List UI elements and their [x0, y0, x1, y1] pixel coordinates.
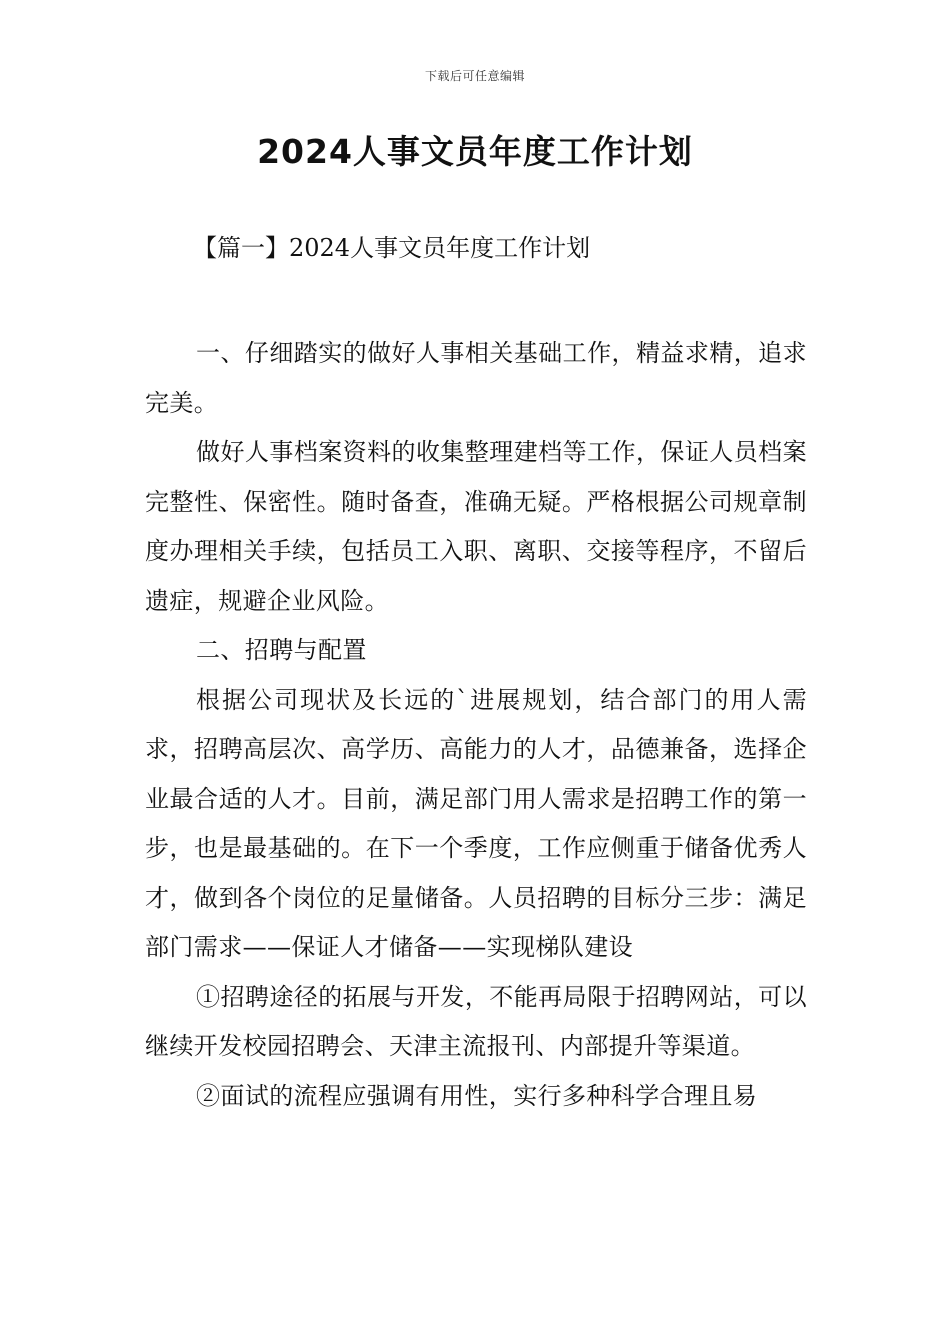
document-body: [145, 329, 807, 1121]
header-note: 下载后可任意编辑: [424, 69, 525, 83]
paragraph-item-2: ②面试的流程应强调有用性，实行多种科学合理且易: [196, 1081, 758, 1110]
paragraph: 做好人事档案资料的收集整理建档等工作，保证人员档案完整性、保密性。随时备查，准确无疑。严格根据公司规章制度办理相关手续，包括员工入职、离职、交接等程序，不留后遗症，规避企业风险。: [145, 438, 807, 615]
paragraph-heading-1: 一、仔细踏实的做好人事相关基础工作，精益求精，追求完美。: [145, 339, 807, 417]
paragraph-heading-2: 二、招聘与配置: [196, 636, 367, 664]
paragraph: 根据公司现状及长远的`进展规划，结合部门的用人需求，招聘高层次、高学历、高能力的人才，品德兼备，选择企业最合适的人才。目前，满足部门用人需求是招聘工作的第一步，也是最基础的。在下一个季度，工作应侧重于储备优秀人才，做到各个岗位的足量储备。人员招聘的目标分三步：满足部门需求——保证人才储备——实现梯队建设: [145, 685, 807, 961]
section-heading: 【篇一】2024人事文员年度工作计划: [193, 234, 591, 262]
paragraph-item-1: ①招聘途径的拓展与开发，不能再局限于招聘网站，可以继续开发校园招聘会、天津主流报刊、内部提升等渠道。: [145, 982, 807, 1060]
document-title: 2024人事文员年度工作计划: [257, 132, 693, 171]
